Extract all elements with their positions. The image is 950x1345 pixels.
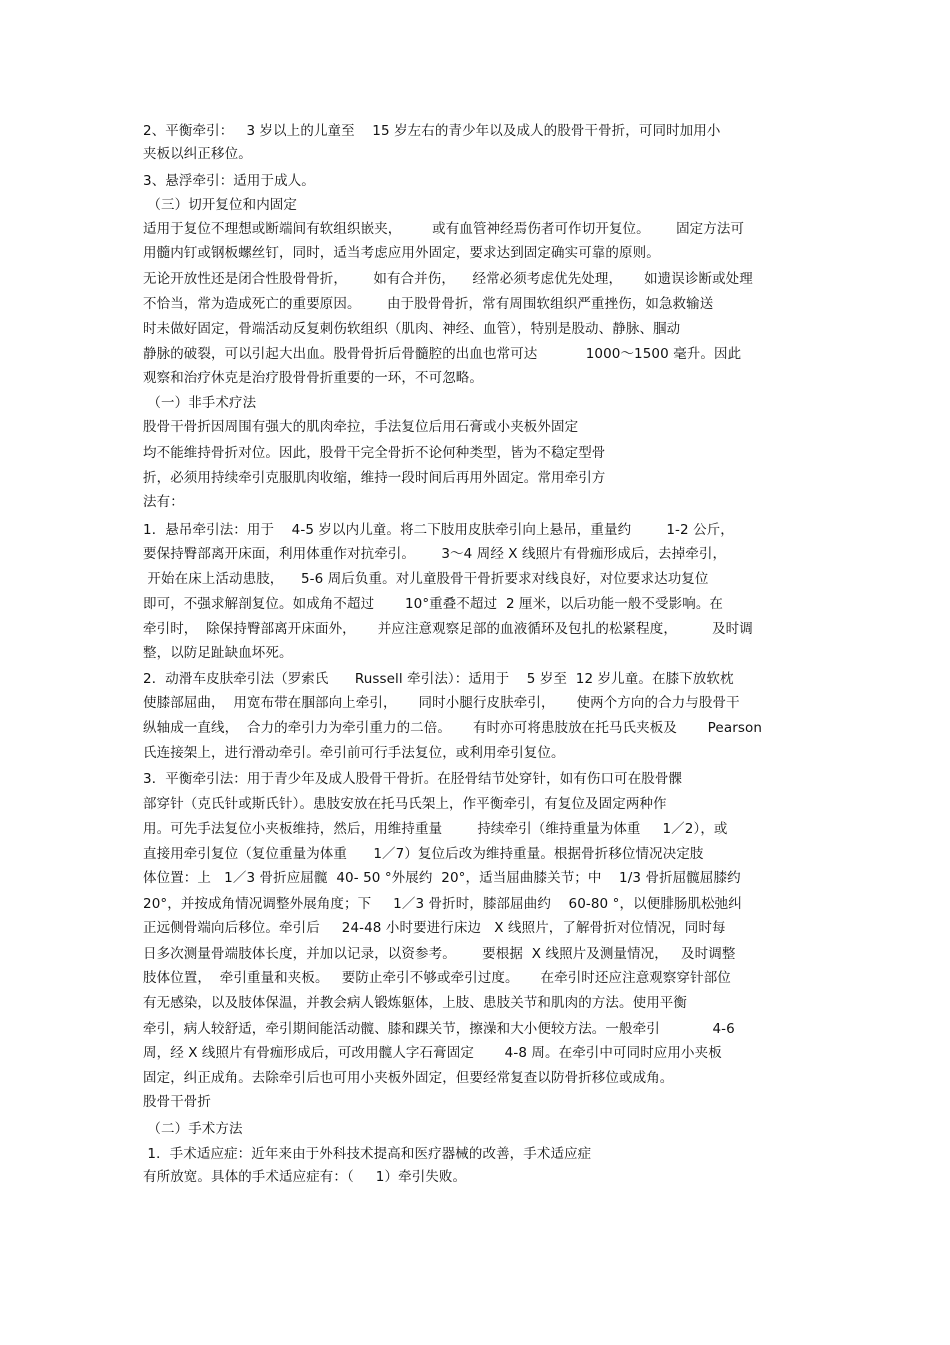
text-line: 使膝部屈曲， 用宽布带在腘部向上牵引， 同时小腿行皮肤牵引， 使两个方向的合力与股骨干	[143, 695, 740, 711]
text-line: 2．动滑车皮肤牵引法（罗索氏 Russell 牵引法）：适用于 5 岁至 12 岁儿童。在膝下放软枕	[143, 671, 734, 687]
text-line: 观察和治疗休克是治疗股骨骨折重要的一环，不可忽略。	[143, 370, 483, 386]
section-heading: （二）手术方法	[143, 1121, 243, 1137]
text-line: 固定，纠正成角。去除牵引后也可用小夹板外固定，但要经常复查以防骨折移位或成角。	[143, 1070, 674, 1086]
text-line: 适用于复位不理想或断端间有软组织嵌夹， 或有血管神经焉伤者可作切开复位。 固定方法可	[143, 221, 745, 237]
text-line: 用髓内钉或钢板螺丝钉，同时，适当考虑应用外固定，要求达到固定确实可靠的原则。	[143, 245, 660, 261]
text-line: 3．平衡牵引法：用于青少年及成人股骨干骨折。在胫骨结节处穿针，如有伤口可在股骨髁	[143, 771, 683, 787]
text-line: 整，以防足趾缺血坏死。	[143, 645, 293, 661]
text-line: 1．手术适应症：近年来由于外科技术提高和医疗器械的改善，手术适应症	[143, 1146, 592, 1162]
text-line: 日多次测量骨端肢体长度，并加以记录，以资参考。 要根据 X 线照片及测量情况， 及时调整	[143, 946, 736, 962]
text-line: 即可，不强求解剖复位。如成角不超过 10°重叠不超过 2 厘米，以后功能一般不受影响。在	[143, 596, 724, 612]
text-line: 时未做好固定，骨端活动反复刺伤软组织（肌肉、神经、血管），特别是股动、静脉、腘动	[143, 321, 681, 337]
text-line: 2、平衡牵引： 3 岁以上的儿童至 15 岁左右的青少年以及成人的股骨干骨折，可同时加用小	[143, 123, 721, 139]
text-line: 折，必须用持续牵引克服肌肉收缩，维持一段时间后再用外固定。常用牵引方	[143, 470, 606, 486]
text-line: 股骨干骨折	[143, 1094, 211, 1110]
text-line: 不恰当，常为造成死亡的重要原因。 由于股骨骨折，常有周围软组织严重挫伤，如急救输送	[143, 296, 714, 312]
text-line: 无论开放性还是闭合性股骨骨折， 如有合并伤， 经常必须考虑优先处理， 如遗误诊断或处理	[143, 271, 753, 287]
text-line: 20°，并按成角情况调整外展角度；下 1／3 骨折时，膝部屈曲约 60-80 °，以便腓肠肌松弛纠	[143, 896, 742, 912]
text-line: 周，经 X 线照片有骨痂形成后，可改用髋人字石膏固定 4-8 周。在牵引中可同时应用小夹板	[143, 1045, 722, 1061]
text-line: 用。可先手法复位小夹板维持，然后，用维持重量 持续牵引（维持重量为体重 1／2），或	[143, 821, 728, 837]
text-line: 部穿针（克氏针或斯氏针）。患肢安放在托马氏架上，作平衡牵引，有复位及固定两种作	[143, 796, 667, 812]
text-line: 夹板以纠正移位。	[143, 146, 252, 162]
text-line: 1．悬吊牵引法：用于 4-5 岁以内儿童。将二下肢用皮肤牵引向上悬吊，重量约 1-2 公斤，	[143, 522, 734, 538]
text-line: 3、悬浮牵引：适用于成人。	[143, 173, 315, 189]
text-line: 体位置：上 1／3 骨折应屈髋 40- 50 °外展约 20°，适当屈曲膝关节；中 1/3 骨折屈髋屈膝约	[143, 870, 741, 886]
section-heading: （一）非手术疗法	[143, 395, 257, 411]
text-line: 静脉的破裂，可以引起大出血。股骨骨折后骨髓腔的出血也常可达 1000～1500 毫升。因此	[143, 346, 742, 362]
text-line: 正远侧骨端向后移位。牵引后 24-48 小时要进行床边 X 线照片，了解骨折对位情况，同时每	[143, 920, 726, 936]
text-line: 股骨干骨折因周围有强大的肌肉牵拉，手法复位后用石膏或小夹板外固定	[143, 419, 579, 435]
text-line: 氏连接架上，进行滑动牵引。牵引前可行手法复位，或利用牵引复位。	[143, 745, 565, 761]
text-line: 肢体位置， 牵引重量和夹板。 要防止牵引不够或牵引过度。 在牵引时还应注意观察穿针部位	[143, 970, 731, 986]
text-line: 均不能维持骨折对位。因此，股骨干完全骨折不论何种类型，皆为不稳定型骨	[143, 445, 606, 461]
text-line: 开始在床上活动患肢， 5-6 周后负重。对儿童股骨干骨折要求对线良好，对位要求达功复位	[143, 571, 709, 587]
section-heading: （三）切开复位和内固定	[143, 197, 297, 213]
text-line: 牵引，病人较舒适，牵引期间能活动髋、膝和踝关节，擦澡和大小便较方法。一般牵引 4-6	[143, 1021, 735, 1037]
text-line: 有无感染，以及肢体保温，并教会病人锻炼躯体，上肢、患肢关节和肌肉的方法。使用平衡	[143, 995, 687, 1011]
text-line: 有所放宽。具体的手术适应症有：（ 1）牵引失败。	[143, 1169, 467, 1185]
text-line: 牵引时， 除保持臀部离开床面外， 并应注意观察足部的血液循环及包扎的松紧程度， 及时调	[143, 621, 753, 637]
text-line: 直接用牵引复位（复位重量为体重 1／7）复位后改为维持重量。根据骨折移位情况决定肢	[143, 846, 704, 862]
text-line: 法有：	[143, 494, 184, 510]
text-line: 纵轴成一直线， 合力的牵引力为牵引重力的二倍。 有时亦可将患肢放在托马氏夹板及 Pearson	[143, 720, 763, 736]
text-line: 要保持臀部离开床面，利用体重作对抗牵引。 3～4 周经 X 线照片有骨痂形成后，去掉牵引，	[143, 546, 727, 562]
